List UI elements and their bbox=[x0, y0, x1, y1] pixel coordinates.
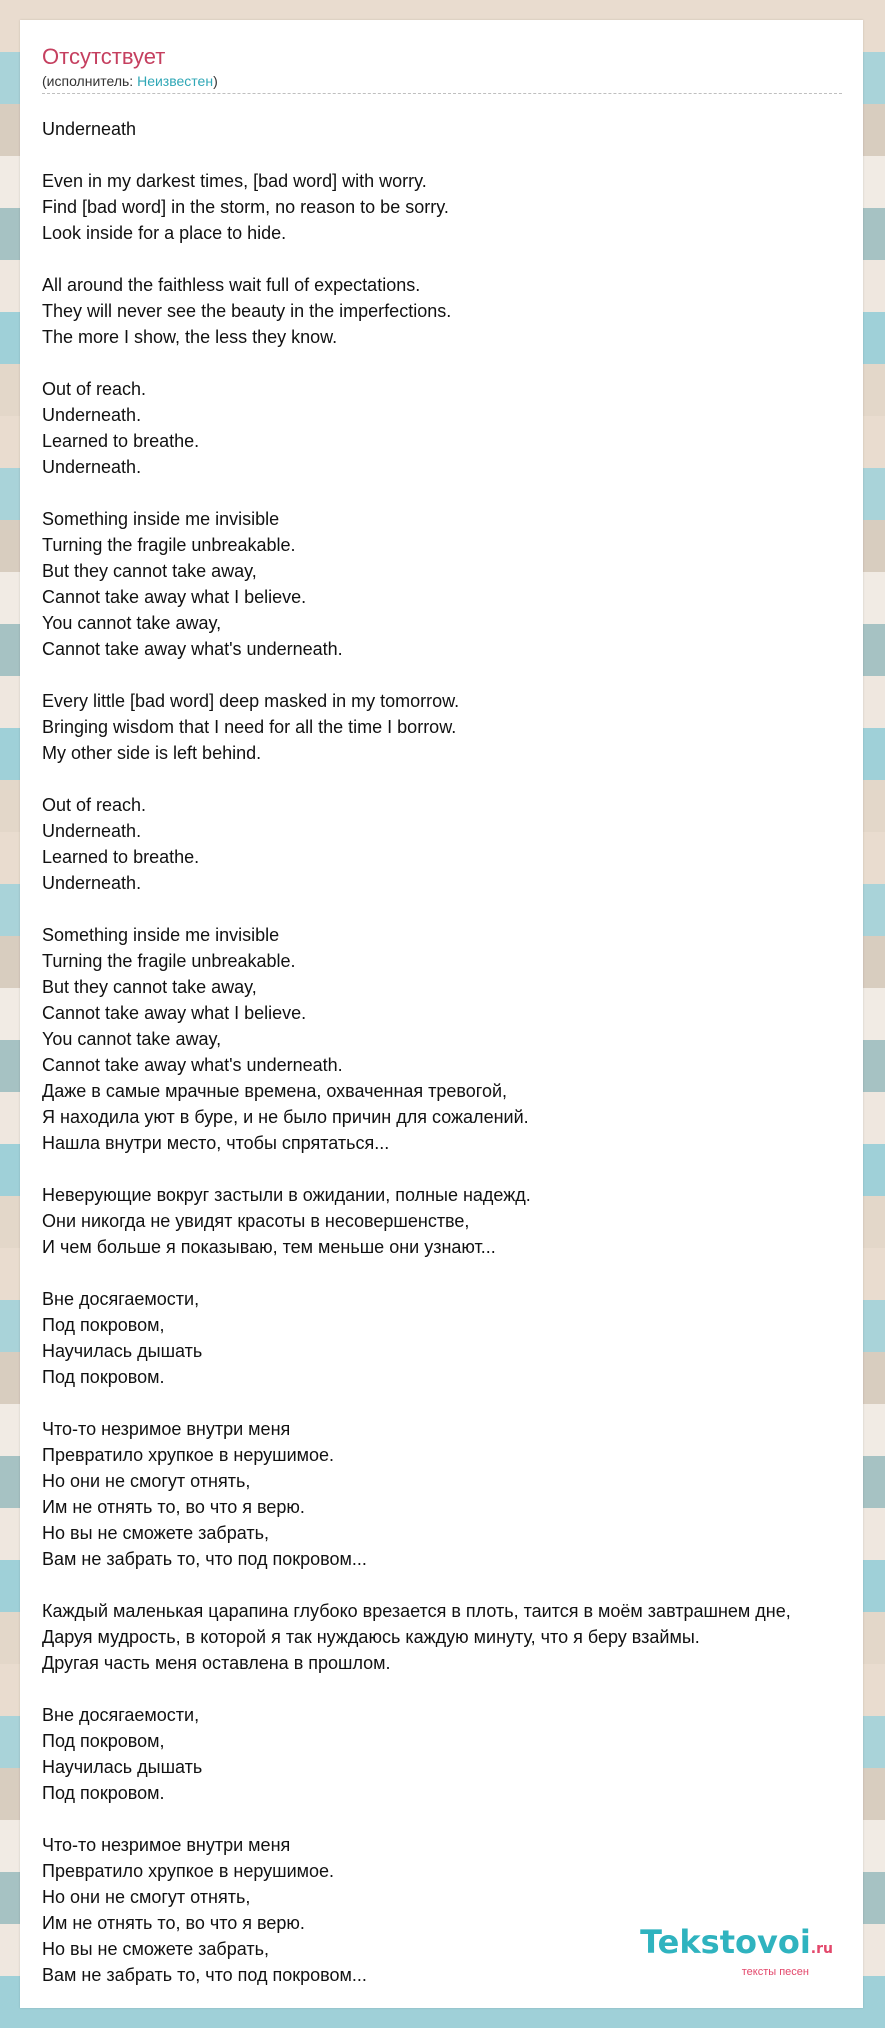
lyrics-line: Но они не смогут отнять, bbox=[42, 1471, 251, 1491]
lyrics-line: Underneath. bbox=[42, 405, 142, 425]
lyrics-line: Cannot take away what I believe. bbox=[42, 1003, 307, 1023]
lyrics-line: Даруя мудрость, в которой я так нуждаюсь каждую минуту, что я беру взаймы. bbox=[42, 1627, 700, 1647]
lyrics-blank-line bbox=[42, 896, 791, 922]
artist-link[interactable]: Неизвестен bbox=[137, 73, 214, 89]
lyrics-line: Вне досягаемости, bbox=[42, 1289, 200, 1309]
lyrics-line: Другая часть меня оставлена в прошлом. bbox=[42, 1653, 391, 1673]
lyrics-blank-line bbox=[42, 1806, 791, 1832]
lyrics-line: Underneath bbox=[42, 119, 137, 139]
song-header bbox=[42, 44, 862, 90]
lyrics-line: But they cannot take away, bbox=[42, 561, 257, 581]
lyrics-blank-line bbox=[42, 480, 791, 506]
lyrics-line: Превратило хрупкое в нерушимое. bbox=[42, 1861, 335, 1881]
lyrics-line: You cannot take away, bbox=[42, 1029, 222, 1049]
lyrics-line: Под покровом. bbox=[42, 1367, 165, 1387]
lyrics-line: И чем больше я показываю, тем меньше они узнают... bbox=[42, 1237, 496, 1257]
lyrics-line: Cannot take away what's underneath. bbox=[42, 1055, 343, 1075]
lyrics-line: Что-то незримое внутри меня bbox=[42, 1419, 291, 1439]
lyrics-line: Turning the fragile unbreakable. bbox=[42, 951, 296, 971]
lyrics-blank-line bbox=[42, 1390, 791, 1416]
lyrics-blank-line bbox=[42, 1260, 791, 1286]
lyrics-line: Turning the fragile unbreakable. bbox=[42, 535, 296, 555]
lyrics-blank-line bbox=[42, 1676, 791, 1702]
lyrics-line: Underneath. bbox=[42, 457, 142, 477]
lyrics-line: Вам не забрать то, что под покровом... bbox=[42, 1549, 367, 1569]
lyrics-blank-line bbox=[42, 246, 791, 272]
lyrics-line: Им не отнять то, во что я верю. bbox=[42, 1497, 305, 1517]
lyrics-blank-line bbox=[42, 350, 791, 376]
lyrics-line: Out of reach. bbox=[42, 795, 147, 815]
lyrics-line: Им не отнять то, во что я верю. bbox=[42, 1913, 305, 1933]
lyrics-line: Bringing wisdom that I need for all the time I borrow. bbox=[42, 717, 457, 737]
lyrics-line: Неверующие вокруг застыли в ожидании, полные надежд. bbox=[42, 1185, 531, 1205]
lyrics-line: Даже в самые мрачные времена, охваченная тревогой, bbox=[42, 1081, 508, 1101]
lyrics-line: Learned to breathe. bbox=[42, 431, 200, 451]
lyrics-blank-line bbox=[42, 142, 791, 168]
lyrics-blank-line bbox=[42, 1156, 791, 1182]
lyrics-blank-line bbox=[42, 1572, 791, 1598]
lyrics-line: Но вы не сможете забрать, bbox=[42, 1939, 269, 1959]
lyrics-line: Что-то незримое внутри меня bbox=[42, 1835, 291, 1855]
lyrics-line: Под покровом, bbox=[42, 1731, 165, 1751]
lyrics-line: You cannot take away, bbox=[42, 613, 222, 633]
lyrics-line: Нашла внутри место, чтобы спрятаться... bbox=[42, 1133, 390, 1153]
site-logo[interactable] bbox=[640, 1925, 833, 1978]
lyrics-line: Вам не забрать то, что под покровом... bbox=[42, 1965, 367, 1985]
lyrics-line: Find [bad word] in the storm, no reason to be sorry. bbox=[42, 197, 449, 217]
lyrics-line: Underneath. bbox=[42, 873, 142, 893]
logo-tld: .ru bbox=[810, 1941, 833, 1957]
lyrics-line: Learned to breathe. bbox=[42, 847, 200, 867]
lyrics-line: Но вы не сможете забрать, bbox=[42, 1523, 269, 1543]
artist-line bbox=[42, 72, 862, 90]
artist-suffix: ) bbox=[213, 73, 218, 89]
logo-tagline: тексты песен bbox=[741, 1966, 809, 1978]
lyrics-line: Научилась дышать bbox=[42, 1341, 203, 1361]
lyrics-line: Underneath. bbox=[42, 821, 142, 841]
lyrics-line: Even in my darkest times, [bad word] with worry. bbox=[42, 171, 427, 191]
header-divider bbox=[42, 93, 842, 94]
lyrics-line: Every little [bad word] deep masked in my tomorrow. bbox=[42, 691, 460, 711]
lyrics-line: All around the faithless wait full of expectations. bbox=[42, 275, 421, 295]
lyrics-line: Something inside me invisible bbox=[42, 925, 280, 945]
lyrics-line: Something inside me invisible bbox=[42, 509, 280, 529]
song-title: Отсутствует bbox=[42, 44, 166, 69]
lyrics-line: Под покровом, bbox=[42, 1315, 165, 1335]
lyrics-line: Каждый маленькая царапина глубоко врезается в плоть, таится в моём завтрашнем дне, bbox=[42, 1601, 791, 1621]
lyrics-line: Cannot take away what's underneath. bbox=[42, 639, 343, 659]
lyrics-line: Но они не смогут отнять, bbox=[42, 1887, 251, 1907]
lyrics-line: Look inside for a place to hide. bbox=[42, 223, 287, 243]
lyrics-line: My other side is left behind. bbox=[42, 743, 262, 763]
lyrics-blank-line bbox=[42, 662, 791, 688]
lyrics-line: Научилась дышать bbox=[42, 1757, 203, 1777]
lyrics-line: Вне досягаемости, bbox=[42, 1705, 200, 1725]
lyrics-line: Cannot take away what I believe. bbox=[42, 587, 307, 607]
lyrics-card bbox=[20, 20, 863, 2008]
lyrics-text bbox=[42, 116, 791, 1988]
lyrics-line: Я находила уют в буре, и не было причин для сожалений. bbox=[42, 1107, 529, 1127]
lyrics-line: The more I show, the less they know. bbox=[42, 327, 338, 347]
lyrics-line: Превратило хрупкое в нерушимое. bbox=[42, 1445, 335, 1465]
lyrics-line: Out of reach. bbox=[42, 379, 147, 399]
artist-prefix: (исполнитель: bbox=[42, 73, 138, 89]
logo-main-text: Tekstovoi bbox=[640, 1923, 811, 1961]
lyrics-line: They will never see the beauty in the imperfections. bbox=[42, 301, 452, 321]
lyrics-line: Под покровом. bbox=[42, 1783, 165, 1803]
logo-wordmark bbox=[640, 1925, 833, 1966]
lyrics-blank-line bbox=[42, 766, 791, 792]
lyrics-line: But they cannot take away, bbox=[42, 977, 257, 997]
lyrics-line: Они никогда не увидят красоты в несовершенстве, bbox=[42, 1211, 470, 1231]
